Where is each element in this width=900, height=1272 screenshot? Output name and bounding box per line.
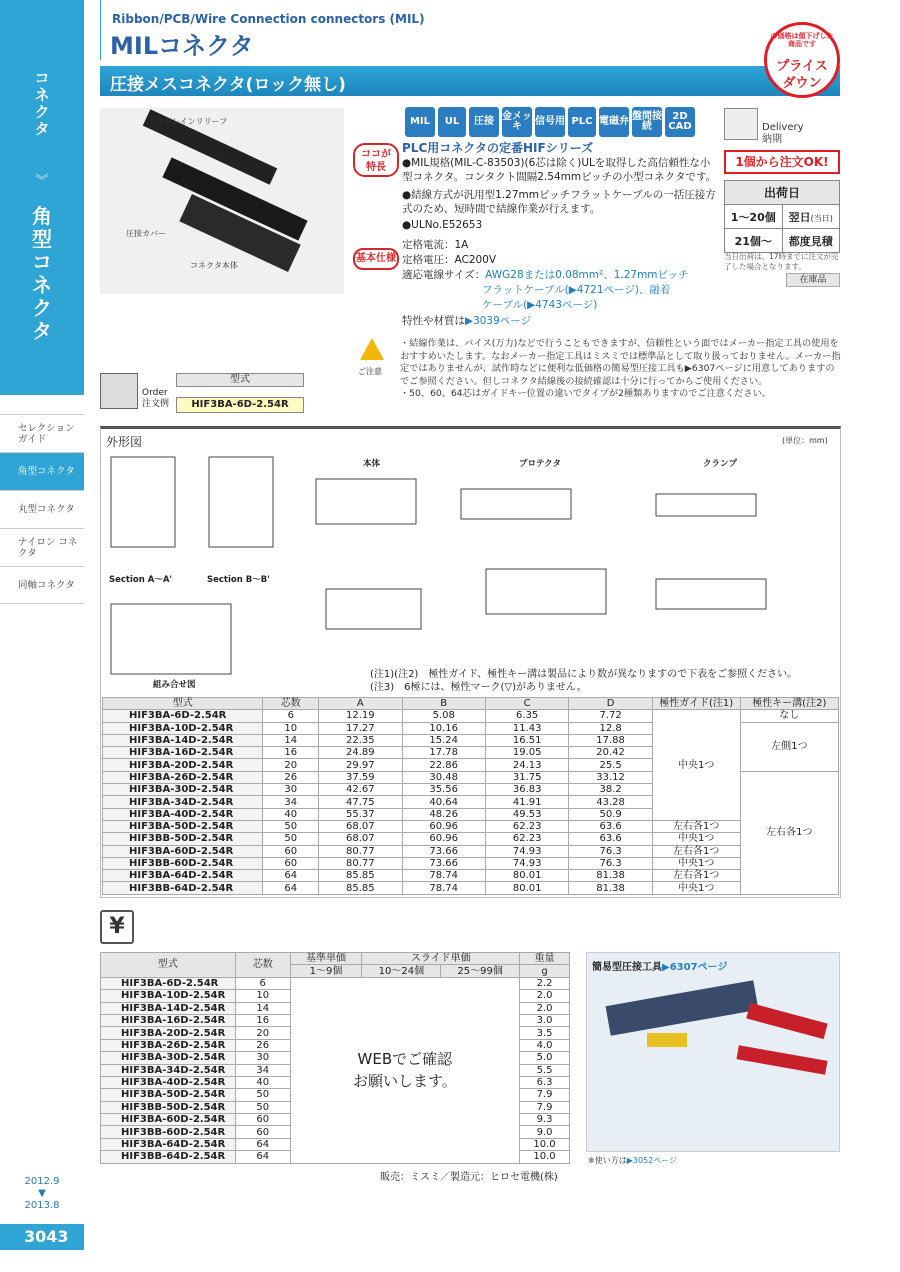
dim-cell: 78.74 xyxy=(402,870,485,882)
price-cores: 6 xyxy=(235,977,290,989)
tool-note-link[interactable]: ▶3052ページ xyxy=(626,1156,678,1165)
ship-head: 出荷日 xyxy=(725,181,840,205)
ship-day1 xyxy=(782,205,840,229)
caution-1: ・結線作業は、バイス(万力)などで行うこともできますが、信頼性という面ではメーカー指定工具の使用をおすすめいたします。なおメーカー指定工具はミスミでは標準品として取り扱っておりません。メーカー指定ではありませんが、試作時などに便利な低価格の簡易型圧接工具も▶6307ページに用意してありますのでご参照ください。但しコネクタ結線後の接続確認は十分に行ってからご使用ください。 xyxy=(400,338,841,387)
order-icon xyxy=(100,373,138,409)
dim-guide: 左右各1つ xyxy=(652,845,740,857)
dim-cell: 68.07 xyxy=(319,833,402,845)
dim-header: B xyxy=(402,698,485,710)
dim-cell: 7.72 xyxy=(569,710,652,722)
spec-current: 定格電流：1A xyxy=(402,239,469,251)
price-h-weight-sub: g xyxy=(520,965,570,977)
order-value: HIF3BA-6D-2.54R xyxy=(176,397,304,413)
dim-cell: HIF3BB-60D-2.54R xyxy=(103,857,263,869)
badge-panel: 盤間接続 xyxy=(632,107,662,137)
price-badge-text1: プライス xyxy=(776,59,828,74)
dim-cell: 64 xyxy=(263,882,319,894)
badge-cad: 2D CAD xyxy=(665,107,695,137)
dim-cell: HIF3BB-64D-2.54R xyxy=(103,882,263,894)
dim-cell: 73.66 xyxy=(402,857,485,869)
table-row xyxy=(103,857,839,869)
price-model: HIF3BA-60D-2.54R xyxy=(101,1114,236,1126)
dim-cell: 10 xyxy=(263,722,319,734)
page-title: MILコネクタ xyxy=(110,32,254,60)
badge-mil: MIL xyxy=(405,107,435,137)
dim-header: C xyxy=(485,698,568,710)
price-model: HIF3BA-20D-2.54R xyxy=(101,1027,236,1039)
table-row xyxy=(101,977,570,989)
dim-cell: HIF3BA-30D-2.54R xyxy=(103,784,263,796)
dim-cell: 85.85 xyxy=(319,870,402,882)
drawing-unit: (単位：mm) xyxy=(782,436,828,445)
tool-title xyxy=(592,958,727,973)
caution-2: ・50、60、64芯はガイドキー位置の違いでタイプが2種類ありますのでご注意ください。 xyxy=(400,388,771,399)
price-cores: 40 xyxy=(235,1076,290,1088)
dim-cell: 40 xyxy=(263,808,319,820)
delivery-label xyxy=(762,122,804,146)
dim-cell: 74.93 xyxy=(485,845,568,857)
tool-photo xyxy=(586,952,840,1152)
dim-guide-center: 中央1つ xyxy=(652,710,740,821)
feature-3: ●ULNo.E52653 xyxy=(402,219,483,231)
label-connector-body: コネクタ本体 xyxy=(190,261,238,270)
dim-cell: 50 xyxy=(263,820,319,832)
shipping-table xyxy=(724,180,840,253)
price-cores: 60 xyxy=(235,1114,290,1126)
badge-solenoid: 電磁弁 xyxy=(599,107,629,137)
dim-cell: HIF3BA-16D-2.54R xyxy=(103,747,263,759)
sidebar-item-round-connector[interactable]: 丸型コネクタ xyxy=(0,490,84,528)
dim-cell: 43.28 xyxy=(569,796,652,808)
price-h-model: 型式 xyxy=(101,953,236,978)
dim-key-none: なし xyxy=(740,710,838,722)
price-weight: 6.3 xyxy=(520,1076,570,1088)
dim-cell: 76.3 xyxy=(569,845,652,857)
dim-cell: 15.24 xyxy=(402,734,485,746)
dim-cell: 64 xyxy=(263,870,319,882)
dim-cell: 50.9 xyxy=(569,808,652,820)
dim-cell: HIF3BA-40D-2.54R xyxy=(103,808,263,820)
tool-link[interactable]: ▶6307ページ xyxy=(662,962,728,973)
dim-cell: 62.23 xyxy=(485,820,568,832)
tool-note xyxy=(588,1155,677,1166)
note-1: (注1)(注2) 極性ガイド、極性キー溝は製品により数が異なりますので下表をご参照ください。 xyxy=(370,669,798,680)
dim-cell: 10.16 xyxy=(402,722,485,734)
dim-cell: 48.26 xyxy=(402,808,485,820)
price-cores: 20 xyxy=(235,1027,290,1039)
order-jp: 注文例 xyxy=(142,399,170,409)
price-cores: 34 xyxy=(235,1064,290,1076)
date-to: 2013.8 xyxy=(24,1200,60,1211)
dim-cell: 30 xyxy=(263,784,319,796)
ship-qty2: 21個～ xyxy=(725,229,783,253)
ship-sameday: (当日) xyxy=(810,213,833,223)
dim-guide: 中央1つ xyxy=(652,857,740,869)
price-weight: 9.0 xyxy=(520,1126,570,1138)
price-cores: 10 xyxy=(235,990,290,1002)
label-clamp: クランプ xyxy=(703,459,738,469)
price-badge-note: の価格は値下げした商品です xyxy=(770,32,834,48)
dim-cell: 12.8 xyxy=(569,722,652,734)
arrow-down-icon: ▼ xyxy=(38,1188,46,1199)
label-combination: 組み合せ図 xyxy=(153,680,196,690)
dim-cell: 62.23 xyxy=(485,833,568,845)
table-row xyxy=(103,820,839,832)
dim-cell: 33.12 xyxy=(569,771,652,783)
spec-material xyxy=(402,314,531,328)
catalog-period xyxy=(20,1176,64,1212)
dim-cell: 80.77 xyxy=(319,857,402,869)
dim-header: 型式 xyxy=(103,698,263,710)
chevron-down-icon: ︾ xyxy=(35,174,49,189)
dimension-table xyxy=(102,697,839,895)
delivery-jp: 納期 xyxy=(762,134,782,145)
dim-header: 芯数 xyxy=(263,698,319,710)
dim-header: 極性ガイド(注1) xyxy=(652,698,740,710)
ship-note: 当日出荷は、17時までに注文が完了した場合となります。 xyxy=(724,252,839,271)
dim-cell: 17.88 xyxy=(569,734,652,746)
spec-material-label: 特性や材質は xyxy=(402,315,465,327)
price-model: HIF3BA-64D-2.54R xyxy=(101,1138,236,1150)
price-model: HIF3BA-10D-2.54R xyxy=(101,990,236,1002)
dim-cell: 50 xyxy=(263,833,319,845)
label-section-a: Section A～A' xyxy=(109,575,173,585)
dim-cell: 60 xyxy=(263,857,319,869)
dim-cell: 5.08 xyxy=(402,710,485,722)
price-weight: 2.0 xyxy=(520,990,570,1002)
dim-cell: 22.86 xyxy=(402,759,485,771)
label-press-cover: 圧接カバー xyxy=(126,229,166,238)
dim-guide: 中央1つ xyxy=(652,882,740,894)
price-cores: 30 xyxy=(235,1052,290,1064)
table-row xyxy=(103,710,839,722)
price-h-base: 基準単価 xyxy=(290,953,362,965)
price-cores: 26 xyxy=(235,1039,290,1051)
price-weight: 7.9 xyxy=(520,1089,570,1101)
product-photo xyxy=(100,108,344,294)
price-model: HIF3BA-26D-2.54R xyxy=(101,1039,236,1051)
dim-cell: 78.74 xyxy=(402,882,485,894)
price-weight: 7.9 xyxy=(520,1101,570,1113)
table-row xyxy=(103,882,839,894)
spec-wire xyxy=(402,268,689,282)
price-model: HIF3BA-34D-2.54R xyxy=(101,1064,236,1076)
dim-cell: 20 xyxy=(263,759,319,771)
sidebar-item-nylon-connector[interactable]: ナイロン コネクタ xyxy=(0,528,84,566)
dim-cell: 60.96 xyxy=(402,820,485,832)
dim-cell: 47.75 xyxy=(319,796,402,808)
feature-2: ●結線方式が汎用型1.27mmピッチフラットケーブルの一括圧接方式のため、短時間で結線作業が行えます。 xyxy=(402,189,716,215)
dim-header: D xyxy=(569,698,652,710)
price-cores: 50 xyxy=(235,1089,290,1101)
spec-wire-2[interactable]: フラットケーブル(▶4721ページ)、融着 xyxy=(482,284,671,296)
price-cores: 60 xyxy=(235,1126,290,1138)
sidebar-item-square-connector[interactable]: 角型コネクタ xyxy=(0,452,84,490)
price-h-base-sub: 1～9個 xyxy=(290,965,362,977)
spec-voltage: 定格電圧：AC200V xyxy=(402,254,497,266)
dim-guide: 中央1つ xyxy=(652,833,740,845)
table-row xyxy=(103,845,839,857)
price-weight: 4.0 xyxy=(520,1039,570,1051)
dim-cell: 74.93 xyxy=(485,857,568,869)
tool-note-text: ※使い方は xyxy=(588,1156,627,1165)
ship-qty1: 1～20個 xyxy=(725,205,783,229)
dim-cell: 42.67 xyxy=(319,784,402,796)
drawing-notes xyxy=(370,668,840,694)
label-body: 本体 xyxy=(363,459,381,469)
sidebar-item-coaxial-connector[interactable]: 同軸コネクタ xyxy=(0,566,84,604)
spec-tag: 基本仕様 xyxy=(353,248,399,270)
price-weight: 3.5 xyxy=(520,1027,570,1039)
web-line1: WEBでご確認 xyxy=(357,1050,453,1069)
sales-info: 販売：ミスミ／製造元：ヒロセ電機(株) xyxy=(380,1172,558,1183)
price-h-slide: スライド単価 xyxy=(362,953,520,965)
price-weight: 5.5 xyxy=(520,1064,570,1076)
caution-icon xyxy=(360,338,384,360)
spec-material-link[interactable]: ▶3039ページ xyxy=(465,315,532,327)
dim-cell: 73.66 xyxy=(402,845,485,857)
price-model: HIF3BB-60D-2.54R xyxy=(101,1126,236,1138)
dim-cell: 12.19 xyxy=(319,710,402,722)
dim-cell: HIF3BA-50D-2.54R xyxy=(103,820,263,832)
dim-cell: 60 xyxy=(263,845,319,857)
order-head: 型式 xyxy=(176,373,304,387)
badge-press: 圧接 xyxy=(469,107,499,137)
price-cores: 50 xyxy=(235,1101,290,1113)
feature-tag-2: 特長 xyxy=(366,162,386,173)
price-h-cores: 芯数 xyxy=(235,953,290,978)
dim-cell: HIF3BA-20D-2.54R xyxy=(103,759,263,771)
price-model: HIF3BA-30D-2.54R xyxy=(101,1052,236,1064)
dim-cell: 31.75 xyxy=(485,771,568,783)
dim-cell: 17.78 xyxy=(402,747,485,759)
dim-cell: HIF3BA-10D-2.54R xyxy=(103,722,263,734)
dim-cell: 41.91 xyxy=(485,796,568,808)
price-weight: 10.0 xyxy=(520,1138,570,1150)
feature-tag xyxy=(353,143,399,177)
price-h-weight: 重量 xyxy=(520,953,570,965)
price-model: HIF3BA-16D-2.54R xyxy=(101,1014,236,1026)
dim-cell: HIF3BA-34D-2.54R xyxy=(103,796,263,808)
web-line2: お願いします。 xyxy=(352,1072,457,1091)
price-h-s2: 25～99個 xyxy=(441,965,520,977)
dim-cell: 11.43 xyxy=(485,722,568,734)
price-cores: 64 xyxy=(235,1138,290,1150)
dim-cell: 80.77 xyxy=(319,845,402,857)
price-h-s1: 10～24個 xyxy=(362,965,441,977)
dim-cell: 24.89 xyxy=(319,747,402,759)
dim-cell: 34 xyxy=(263,796,319,808)
dim-cell: 80.01 xyxy=(485,870,568,882)
dim-cell: 85.85 xyxy=(319,882,402,894)
drawing-title: 外形図 xyxy=(106,435,143,449)
dim-cell: 55.37 xyxy=(319,808,402,820)
date-from: 2012.9 xyxy=(24,1176,60,1187)
page-number: 3043 xyxy=(0,1224,84,1250)
dim-cell: 14 xyxy=(263,734,319,746)
label-strain-relief: ストレインリリーフ xyxy=(156,117,228,126)
label-protector: プロテクタ xyxy=(519,459,561,469)
dim-cell: 17.27 xyxy=(319,722,402,734)
sidebar-section-title: 角型コネクタ xyxy=(32,204,52,343)
dim-cell: 29.97 xyxy=(319,759,402,771)
dim-cell: HIF3BA-60D-2.54R xyxy=(103,845,263,857)
price-model: HIF3BA-14D-2.54R xyxy=(101,1002,236,1014)
dim-cell: 36.83 xyxy=(485,784,568,796)
price-model: HIF3BA-40D-2.54R xyxy=(101,1076,236,1088)
badge-gold: 金メッキ xyxy=(502,107,532,137)
ship-nextday: 翌日 xyxy=(788,210,811,224)
dim-cell: 16.51 xyxy=(485,734,568,746)
sidebar-item-selection-guide[interactable]: セレクション ガイド xyxy=(0,414,84,452)
dim-cell: 81.38 xyxy=(569,870,652,882)
dim-cell: 49.53 xyxy=(485,808,568,820)
yen-icon: ¥ xyxy=(100,910,134,944)
order-label xyxy=(142,388,169,410)
price-weight: 10.0 xyxy=(520,1151,570,1163)
feature-title: PLC用コネクタの定番HIFシリーズ xyxy=(402,141,594,155)
dim-cell: HIF3BA-26D-2.54R xyxy=(103,771,263,783)
dim-guide: 左右各1つ xyxy=(652,870,740,882)
price-weight: 2.2 xyxy=(520,977,570,989)
dim-cell: 37.59 xyxy=(319,771,402,783)
dim-cell: 81.38 xyxy=(569,882,652,894)
dim-cell: 19.05 xyxy=(485,747,568,759)
dim-cell: 22.35 xyxy=(319,734,402,746)
dim-header: A xyxy=(319,698,402,710)
caution-text xyxy=(400,338,842,401)
badge-plc: PLC xyxy=(568,107,596,137)
spec-wire-3[interactable]: ケーブル(▶4743ページ) xyxy=(482,299,598,311)
tool-title-text: 簡易型圧接工具 xyxy=(592,962,662,973)
price-web-notice xyxy=(290,977,519,1163)
dim-cell: 20.42 xyxy=(569,747,652,759)
dim-cell: 76.3 xyxy=(569,857,652,869)
order-ok-banner: 1個から注文OK! xyxy=(724,150,840,174)
dim-cell: 38.2 xyxy=(569,784,652,796)
in-stock-badge: 在庫品 xyxy=(786,273,840,287)
dim-key-lr: 左右各1つ xyxy=(740,771,838,894)
price-weight: 9.3 xyxy=(520,1114,570,1126)
feature-1: ●MIL規格(MIL-C-83503)(6芯は除く)ULを取得した高信頼性な小型コネクタ。コンタクト間隔2.54mmピッチの小型コネクタです。 xyxy=(402,157,717,183)
price-model: HIF3BA-6D-2.54R xyxy=(101,977,236,989)
dim-cell: 30.48 xyxy=(402,771,485,783)
dim-cell: 40.64 xyxy=(402,796,485,808)
dim-cell: 24.13 xyxy=(485,759,568,771)
dim-cell: HIF3BA-14D-2.54R xyxy=(103,734,263,746)
dim-cell: HIF3BA-6D-2.54R xyxy=(103,710,263,722)
price-model: HIF3BB-50D-2.54R xyxy=(101,1101,236,1113)
dim-cell: 63.6 xyxy=(569,820,652,832)
dim-cell: 80.01 xyxy=(485,882,568,894)
dim-cell: 63.6 xyxy=(569,833,652,845)
dim-cell: 60.96 xyxy=(402,833,485,845)
truck-icon xyxy=(724,108,758,140)
price-cores: 64 xyxy=(235,1151,290,1163)
price-weight: 5.0 xyxy=(520,1052,570,1064)
price-weight: 2.0 xyxy=(520,1002,570,1014)
dim-header: 極性キー溝(注2) xyxy=(740,698,838,710)
label-section-b: Section B～B' xyxy=(207,575,270,585)
dim-cell: 68.07 xyxy=(319,820,402,832)
delivery-en: Delivery xyxy=(762,122,804,133)
dim-cell: 6.35 xyxy=(485,710,568,722)
feature-tag-1: ココが xyxy=(361,149,391,160)
price-model: HIF3BA-50D-2.54R xyxy=(101,1089,236,1101)
dim-cell: HIF3BA-64D-2.54R xyxy=(103,870,263,882)
header-en-title: Ribbon/PCB/Wire Connection connectors (MIL) xyxy=(112,12,425,26)
price-weight: 3.0 xyxy=(520,1014,570,1026)
dim-guide: 左右各1つ xyxy=(652,820,740,832)
dim-key-left: 左側1つ xyxy=(740,722,838,771)
note-2: (注3) 6極には、極性マーク(▽)がありません。 xyxy=(370,682,587,693)
order-en: Order xyxy=(142,388,168,398)
price-table xyxy=(100,952,570,1164)
price-badge-text2: ダウン xyxy=(782,76,822,91)
dim-cell: 16 xyxy=(263,747,319,759)
dim-cell: 26 xyxy=(263,771,319,783)
caution-label: ご注意 xyxy=(358,367,382,376)
price-cores: 16 xyxy=(235,1014,290,1026)
dim-cell: 6 xyxy=(263,710,319,722)
subtitle: 圧接メスコネクタ(ロック無し) xyxy=(110,75,346,95)
badge-signal: 信号用 xyxy=(535,107,565,137)
dim-cell: 35.56 xyxy=(402,784,485,796)
price-model: HIF3BB-64D-2.54R xyxy=(101,1151,236,1163)
dim-cell: 25.5 xyxy=(569,759,652,771)
badge-ul: UL xyxy=(438,107,466,137)
crimping-tool-illustration xyxy=(587,953,841,1153)
dim-cell: HIF3BB-50D-2.54R xyxy=(103,833,263,845)
table-row xyxy=(103,833,839,845)
sidebar xyxy=(0,0,86,1272)
spec-wire-value: AWG28または0.08mm²、1.27mmピッチ xyxy=(485,269,689,281)
price-cores: 14 xyxy=(235,1002,290,1014)
table-row xyxy=(103,870,839,882)
spec-wire-label: 適応電線サイズ： xyxy=(402,269,486,281)
sidebar-category: コネクタ xyxy=(34,69,50,138)
ship-day2: 都度見積 xyxy=(782,229,840,253)
